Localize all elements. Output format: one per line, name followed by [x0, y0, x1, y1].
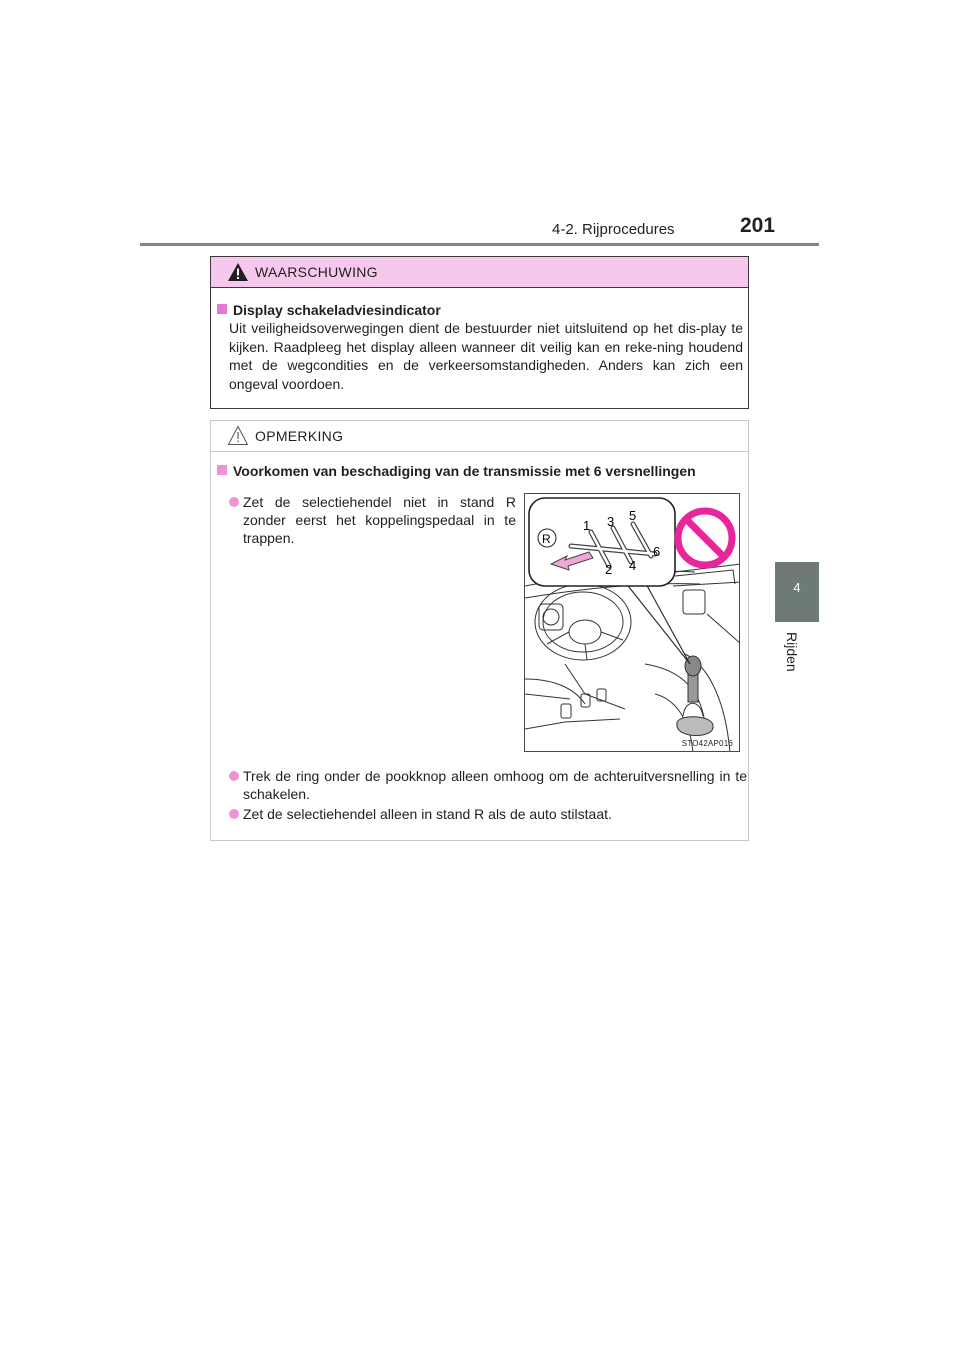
- gear-label-5: 5: [629, 508, 637, 523]
- round-bullet-icon: [229, 809, 239, 819]
- warning-header: [211, 257, 748, 288]
- warning-title-text: Display schakeladviesindicator: [233, 302, 441, 318]
- gear-label-3: 3: [607, 514, 615, 529]
- section-title: 4-2. Rijprocedures: [552, 221, 675, 238]
- list-item-text: Zet de selectiehendel niet in stand R zonder eerst het koppelingspedaal in te trappen.: [243, 494, 516, 546]
- caution-triangle-outline-icon: [227, 425, 249, 446]
- gear-label-6: 6: [653, 544, 661, 559]
- chapter-label: Rijden: [784, 632, 800, 672]
- list-item-text: Trek de ring onder de pookknop alleen omhoog om de achteruitversnelling in te schakelen.: [243, 768, 747, 802]
- warning-triangle-icon: [227, 262, 249, 282]
- gear-label-1: 1: [583, 518, 591, 533]
- square-bullet-icon: [217, 304, 227, 314]
- warning-label: WAARSCHUWING: [255, 264, 378, 280]
- list-item: [229, 493, 516, 547]
- note-title-text: Voorkomen van beschadiging van de transmissie met 6 versnellingen: [233, 463, 696, 479]
- warning-title: [217, 302, 441, 318]
- square-bullet-icon: [217, 465, 227, 475]
- chapter-label-wrap: [784, 632, 804, 692]
- list-item: [229, 767, 747, 803]
- gear-shift-illustration: [524, 493, 740, 752]
- warning-text: Uit veiligheidsoverwegingen dient de bestuurder niet uitsluitend op het dis-play te kijken. Raadpleeg het display alleen wanneer dit veilig kan en reke-ning houdend met de wegcondities en de verkeersomstandigheden. Anders kan zich een ongeval voordoen.: [229, 320, 743, 392]
- gear-label-4: 4: [629, 558, 637, 573]
- note-title: [217, 463, 696, 479]
- header-rule: [140, 243, 819, 246]
- list-item-text: Zet de selectiehendel alleen in stand R als de auto stilstaat.: [243, 806, 612, 822]
- note-header: [211, 421, 748, 452]
- gear-label-r: R: [542, 532, 551, 546]
- gear-label-2: 2: [605, 562, 613, 577]
- page-number: 201: [740, 214, 776, 237]
- note-box: [210, 420, 749, 841]
- chapter-number: 4: [793, 580, 801, 595]
- note-label: OPMERKING: [255, 428, 344, 444]
- round-bullet-icon: [229, 771, 239, 781]
- warning-box: [210, 256, 749, 409]
- round-bullet-icon: [229, 497, 239, 507]
- gear-shift-drawing: [525, 494, 740, 752]
- list-item: [229, 805, 747, 823]
- figure-code: STO42AP016: [681, 739, 733, 748]
